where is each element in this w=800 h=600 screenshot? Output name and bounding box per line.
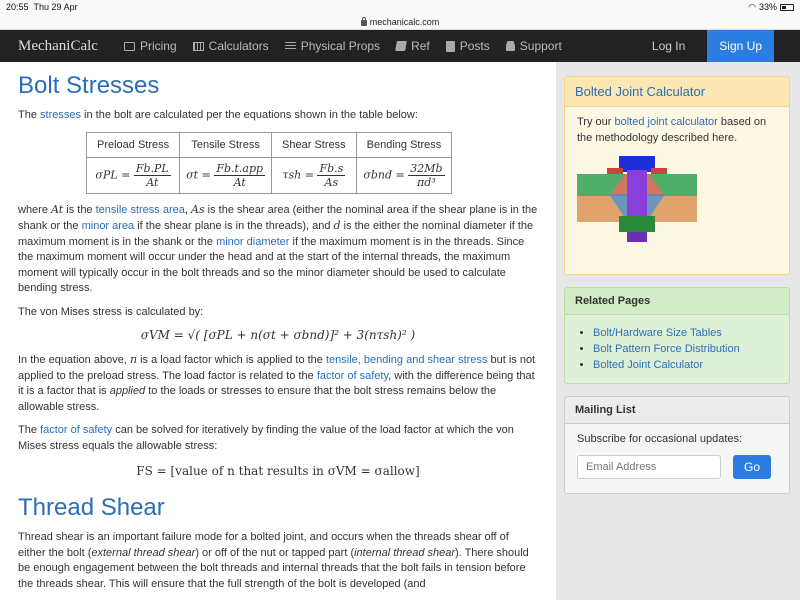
- nav-ref[interactable]: [396, 39, 430, 53]
- battery-percent: 33%: [758, 2, 777, 12]
- factor-of-safety-link[interactable]: factor of safety: [316, 369, 389, 382]
- mailing-subtitle: Subscribe for occasional updates:: [577, 432, 743, 445]
- user-icon: [506, 41, 515, 51]
- minor-diameter-link[interactable]: minor diameter: [216, 235, 290, 248]
- nav-posts-label: Posts: [459, 39, 490, 53]
- table-header: Tensile Stress: [180, 132, 272, 157]
- nav-posts[interactable]: [446, 39, 490, 53]
- nav-pricing[interactable]: [124, 39, 177, 53]
- related-pages-list: [593, 325, 777, 373]
- bolted-joint-diagram[interactable]: [577, 156, 697, 256]
- nav-physical-props-label: Physical Props: [300, 39, 381, 53]
- safety-paragraph: The factor of safety can be solved for iteratively by finding the value of the load factor at which the von Mises stress equals the allowable stress:: [18, 424, 514, 452]
- nav-calculators-label: Calculators: [208, 39, 269, 53]
- sidebar: [556, 62, 800, 600]
- calculator-icon: [193, 42, 204, 51]
- email-input[interactable]: [577, 455, 721, 479]
- von-mises-equation: σVM = √( [σPL + n(σt + σbnd)]² + 3(nτsh)² ): [140, 328, 416, 342]
- nav-physical-props[interactable]: [285, 39, 380, 53]
- shear-formula: τsh = $\frac{Fb.s}{As}$: [272, 157, 357, 193]
- thread-shear-paragraph: Thread shear is an important failure mode for a bolted joint, and occurs when the threads shear off of either the bolt (external thread shear) or off of the nut or tapped part (internal thread shear). There should be enough engagement between the bolt threads and internal threads that the bolt fails in tension before the threads shear. This will ensure that the full strength of the bolt is developed (and: [18, 531, 529, 590]
- book-icon: [395, 41, 407, 51]
- minor-area-link[interactable]: minor area: [81, 220, 135, 232]
- card-icon: [124, 42, 135, 51]
- stress-link[interactable]: tensile, bending and shear stress: [325, 354, 488, 366]
- list-item: [593, 325, 777, 341]
- nav-support[interactable]: [506, 39, 562, 53]
- related-pages-title: Related Pages: [565, 288, 789, 315]
- list-icon: [285, 42, 296, 51]
- signup-button[interactable]: Sign Up: [707, 30, 774, 62]
- thread-shear-title: Thread Shear: [18, 494, 165, 521]
- related-link-calculator[interactable]: Bolted Joint Calculator: [593, 358, 704, 371]
- brand-logo[interactable]: MechaniCalc: [18, 37, 98, 54]
- nav-calculators[interactable]: [193, 39, 269, 53]
- stress-table: [86, 132, 452, 194]
- mailing-list-card: [564, 396, 790, 495]
- lock-icon: [361, 20, 367, 26]
- bolted-joint-calculator-card: [564, 76, 790, 275]
- subscribe-row: [577, 455, 777, 479]
- table-header: Bending Stress: [356, 132, 452, 157]
- related-link-size-tables[interactable]: Bolt/Hardware Size Tables: [593, 326, 722, 339]
- status-right: [748, 2, 794, 13]
- nav-support-label: Support: [519, 39, 562, 53]
- main-content: [0, 62, 556, 600]
- preload-formula: σPL = $\frac{Fb.PL}{At}$: [87, 157, 180, 193]
- related-pages-body: [565, 315, 789, 383]
- stresses-link[interactable]: stresses: [40, 109, 81, 121]
- load-factor-paragraph: In the equation above, n is a load factor which is applied to the tensile, bending and shear stress but is not applied to the preload stress. The load factor is related to the factor of safety, with the difference being that it is a factor that is applied to the loads or stresses to ensure that the bolt stress remains below the allowable stress.: [18, 353, 536, 413]
- page-body: [0, 62, 800, 600]
- related-link-force-distribution[interactable]: Bolt Pattern Force Distribution: [593, 342, 740, 355]
- nav-pricing-label: Pricing: [139, 39, 177, 53]
- list-item: [593, 357, 777, 373]
- go-button[interactable]: Go: [733, 455, 771, 479]
- fs-equation: FS = [value of n that results in σVM = σallow]: [136, 464, 420, 478]
- status-bar: [0, 0, 800, 14]
- list-item: [593, 341, 777, 357]
- intro-paragraph: The stresses in the bolt are calculated per the equations shown in the table below:: [18, 109, 418, 121]
- status-time: 20:55 Thu 29 Apr: [6, 2, 78, 12]
- factor-of-safety-link-2[interactable]: factor of safety: [40, 424, 113, 436]
- battery-icon: [780, 4, 794, 11]
- tensile-stress-area-link[interactable]: tensile stress area: [95, 203, 185, 216]
- von-mises-intro: The von Mises stress is calculated by:: [18, 305, 204, 318]
- login-link[interactable]: Log In: [651, 39, 686, 53]
- calc-card-body: Try our bolted joint calculator based on the methodology described here.: [565, 107, 789, 274]
- calc-card-title[interactable]: Bolted Joint Calculator: [565, 77, 789, 107]
- url-text: mechanicalc.com: [369, 16, 440, 27]
- mailing-list-title: Mailing List: [565, 397, 789, 424]
- related-pages-card: [564, 287, 790, 384]
- wifi-icon: ◠: [748, 1, 756, 12]
- table-header: Preload Stress: [87, 132, 180, 157]
- address-bar[interactable]: [0, 14, 800, 30]
- bending-formula: σbnd = $\frac{32Mb}{\text{πd³}}$: [356, 157, 452, 193]
- top-navbar: [0, 30, 800, 62]
- document-icon: [446, 41, 455, 52]
- areas-paragraph: where At is the tensile stress area, As is the shear area (either the nominal area if the shear plane is in the shank or the minor area if the shear plane is in the threads), and d is the either the nominal diameter if the maximum moment is in the shank or the minor diameter if the maximum moment is in the threads. Since the maximum moment will occur under the head and at the start of the internal threads, the maximum moment will typically occur in the bolt threads and so the minor diameter should be used to calculate bending stress.: [18, 202, 538, 294]
- mailing-list-body: [565, 424, 789, 494]
- table-header: Shear Stress: [272, 132, 357, 157]
- nav-ref-label: Ref: [411, 39, 430, 53]
- tensile-formula: σt = $\frac{\text{Fb.t.app}}{At}$: [180, 157, 272, 193]
- page-title: Bolt Stresses: [18, 72, 160, 99]
- bolted-joint-calculator-link[interactable]: bolted joint calculator: [614, 116, 718, 128]
